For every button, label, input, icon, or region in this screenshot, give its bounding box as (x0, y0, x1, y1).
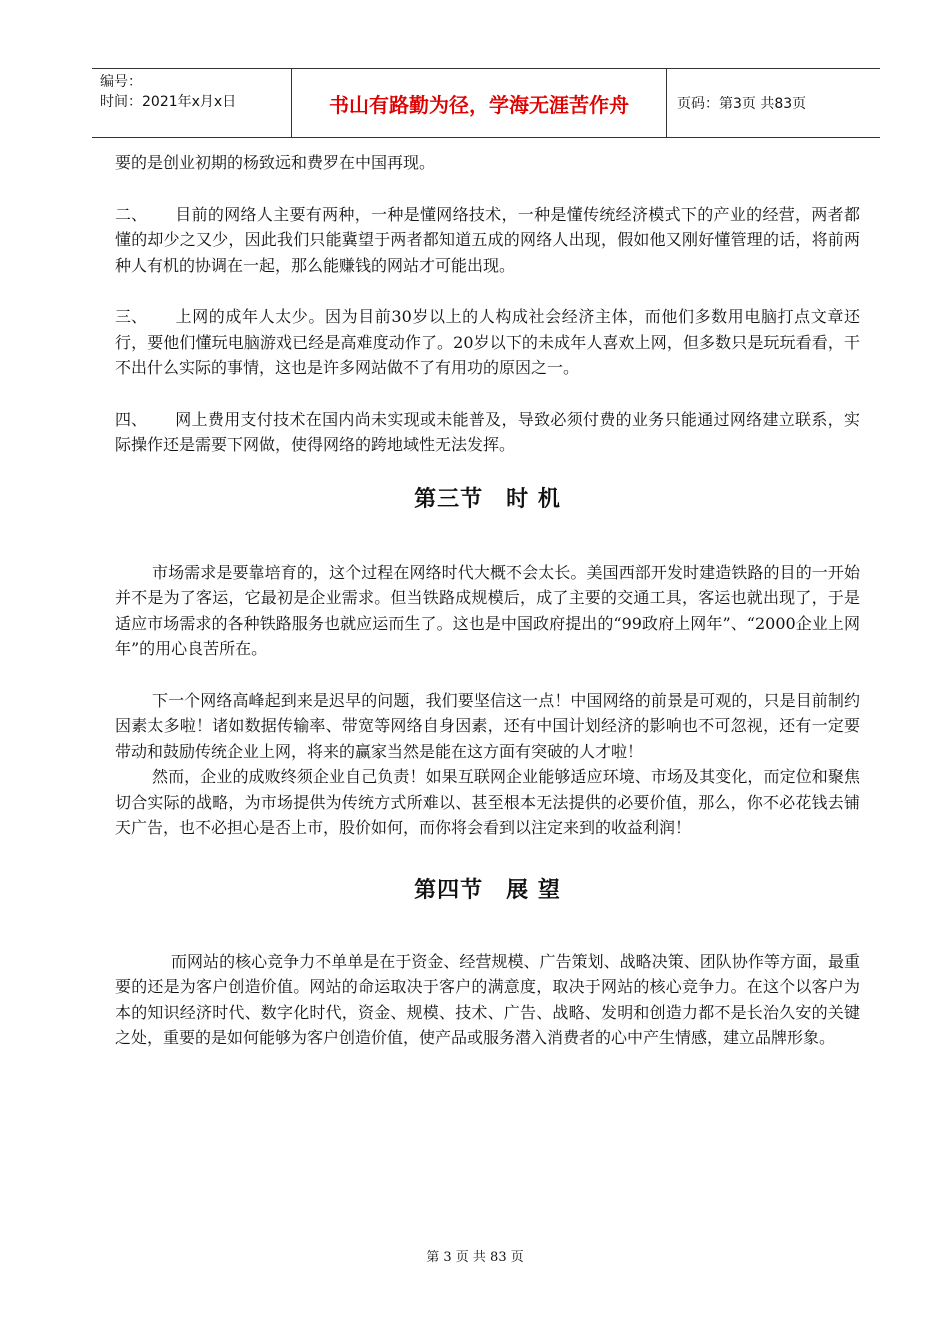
header-meta (92, 69, 292, 137)
paragraph-continuation: 要的是创业初期的杨致远和费罗在中国再现。 (115, 153, 436, 172)
header-number-label: 编号： (100, 74, 142, 90)
section-4-title: 第四节 展 望 (414, 877, 561, 903)
section-3-paragraph-3: 然而，企业的成败终须企业自己负责！如果互联网企业能够适应环境、市场及其变化，而定位和聚焦切合实际的战略，为市场提供为传统方式所难以、甚至根本无法提供的必要价值，那么，你不必花钱去铺天广告，也不必担心是否上市，股价如何，而你将会看到以注定来到的收益利润！ (115, 767, 860, 837)
list-item-text: 上网的成年人太少。因为目前30岁以上的人构成社会经济主体，而他们多数用电脑打点文章还行，要他们懂玩电脑游戏已经是高难度动作了。20岁以下的未成年人喜欢上网，但多数只是玩玩看看，干不出什么实际的事情，这也是许多网站做不了有用功的原因之一。 (115, 307, 860, 377)
section-4-paragraph-1: 而网站的核心竞争力不单单是在于资金、经营规模、广告策划、战略决策、团队协作等方面，最重要的还是为客户创造价值。网站的命运取决于客户的满意度，取决于网站的核心竞争力。在这个以客户为本的知识经济时代、数字化时代，资金、规模、技术、广告、战略、发明和创造力都不是长治久安的关键之处，重要的是如何能够为客户创造价值，使产品或服务潜入消费者的心中产生情感，建立品牌形象。 (115, 951, 860, 1047)
page-header (92, 68, 880, 138)
section-3-paragraph-1: 市场需求是要靠培育的，这个过程在网络时代大概不会太长。美国西部开发时建造铁路的目的一开始并不是为了客运，它最初是企业需求。但当铁路成规模后，成了主要的交通工具，客运也就出现了，于是适应市场需求的各种铁路服务也就应运而生了。这也是中国政府提出的“99政府上网年”、“2000企业上网年”的用心良苦所在。 (115, 562, 860, 658)
list-item-4 (115, 407, 860, 458)
section-3-title: 第三节 时 机 (414, 486, 561, 512)
list-item-text: 目前的网络人主要有两种，一种是懂网络技术，一种是懂传统经济模式下的产业的经营，两者都懂的却少之又少，因此我们只能冀望于两者都知道五成的网络人出现，假如他又刚好懂管理的话，将前两种人有机的协调在一起，那么能赚钱的网站才可能出现。 (115, 204, 860, 275)
document-body (115, 150, 860, 1051)
list-item-number: 三、 (115, 307, 148, 326)
list-item-2 (115, 202, 860, 279)
page-footer: 第 3 页 共 83 页 (426, 1250, 524, 1265)
header-time-label: 时间：2021年x月x日 (100, 94, 237, 110)
list-item-number: 四、 (115, 409, 148, 429)
header-page-info: 页码：第3页 共83页 (677, 96, 807, 112)
section-3-paragraph-2: 下一个网络高峰起到来是迟早的问题，我们要坚信这一点！中国网络的前景是可观的，只是目前制约因素太多啦！诸如数据传输率、带宽等网络自身因素，还有中国计划经济的影响也不可忽视，还有一定要带动和鼓励传统企业上网，将来的赢家当然是能在这方面有突破的人才啦！ (115, 690, 860, 761)
list-item-text: 网上费用支付技术在国内尚未实现或未能普及，导致必须付费的业务只能通过网络建立联系，实际操作还是需要下网做，使得网络的跨地域性无法发挥。 (115, 409, 860, 454)
list-item-3 (115, 304, 860, 381)
header-motto: 书山有路勤为径，学海无涯苦作舟 (292, 69, 667, 137)
list-item-number: 二、 (115, 204, 148, 224)
